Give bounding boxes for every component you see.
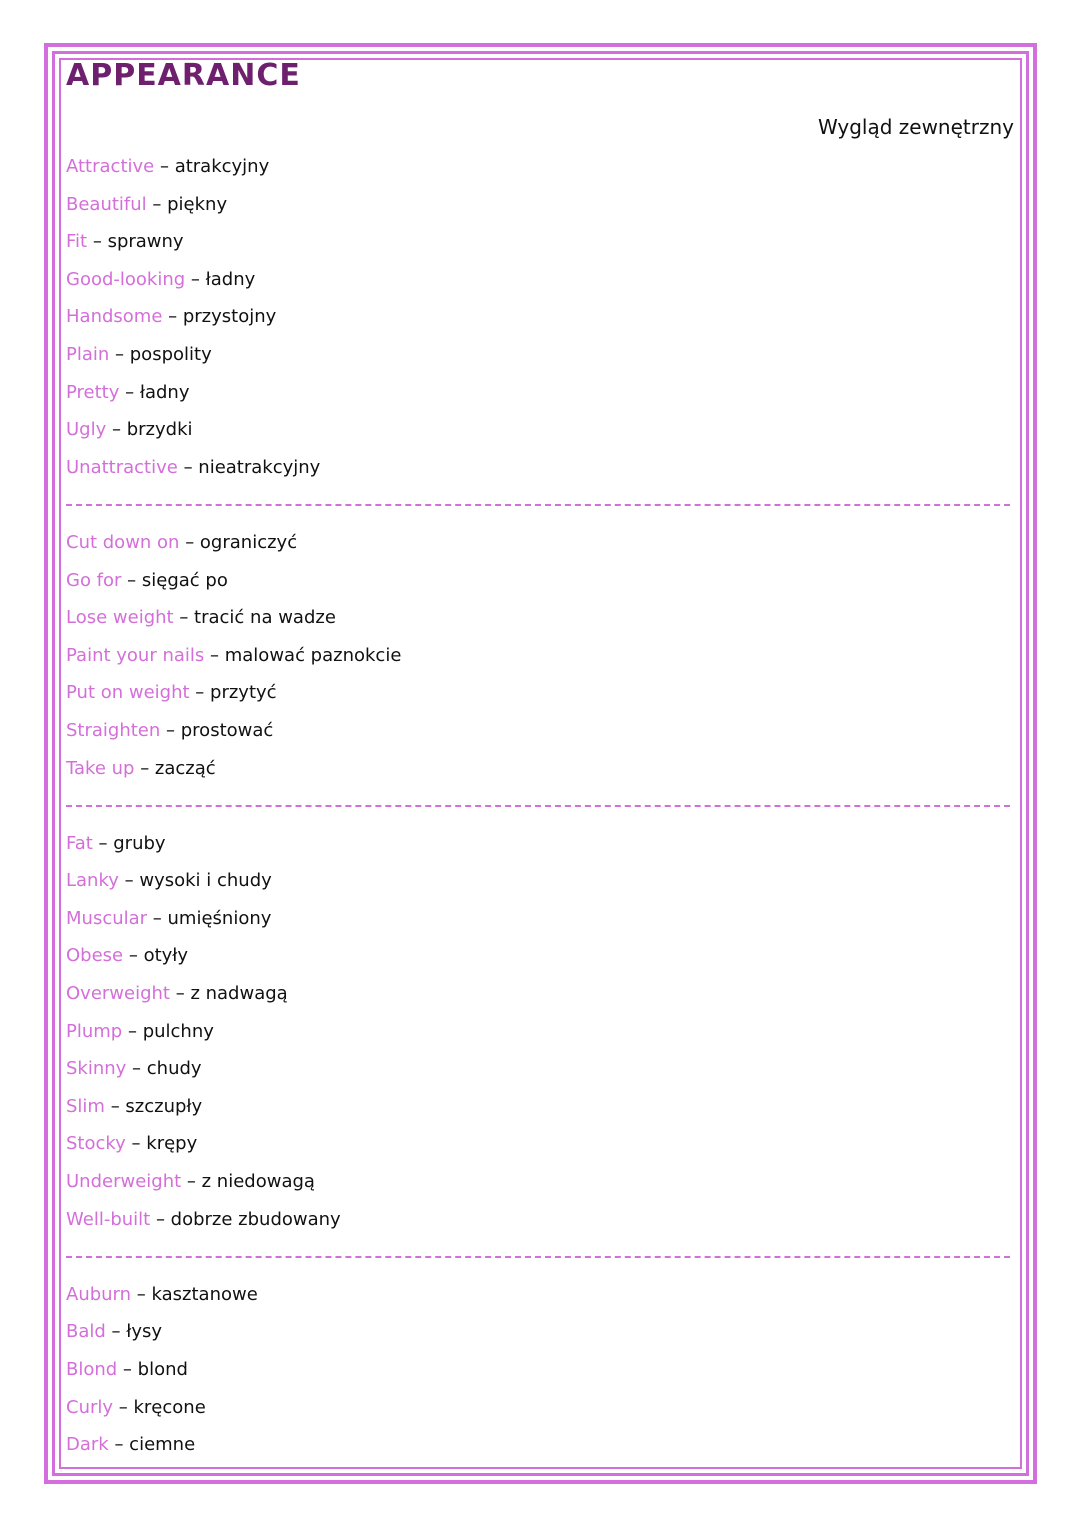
vocab-term: Put on weight xyxy=(66,682,190,704)
section-divider xyxy=(66,486,1010,524)
vocab-translation: sięgać po xyxy=(141,569,228,591)
vocab-entry xyxy=(66,1276,1010,1314)
vocab-translation: blond xyxy=(137,1359,188,1380)
vocab-separator: – xyxy=(160,719,181,741)
vocab-entry xyxy=(66,411,1010,449)
vocab-term: Take up xyxy=(66,757,135,779)
vocab-term: Plain xyxy=(66,343,110,365)
vocab-translation: ograniczyć xyxy=(199,531,298,553)
vocab-separator: – xyxy=(134,757,155,779)
vocab-separator: – xyxy=(105,1321,127,1343)
vocab-translation: prostować xyxy=(180,719,274,741)
vocab-translation: sprawny xyxy=(107,231,184,253)
vocab-separator: – xyxy=(122,1020,143,1042)
vocab-term: Pretty xyxy=(66,381,120,403)
vocab-entry xyxy=(66,712,1010,750)
vocab-translation: zacząć xyxy=(154,757,216,779)
vocab-entry xyxy=(66,750,1010,788)
vocab-translation: pulchny xyxy=(142,1020,214,1042)
section-divider xyxy=(66,787,1010,825)
vocab-translation: przystojny xyxy=(182,306,277,328)
vocab-term: Cut down on xyxy=(66,531,180,553)
vocab-separator: – xyxy=(173,607,195,629)
vocab-translation: łysy xyxy=(126,1321,163,1343)
vocab-separator: – xyxy=(109,343,130,365)
vocab-separator: – xyxy=(177,456,199,478)
vocab-translation: kasztanowe xyxy=(151,1283,258,1305)
vocab-entry xyxy=(66,449,1010,487)
vocab-entry xyxy=(66,524,1010,562)
vocab-term: Blond xyxy=(66,1359,118,1380)
vocab-separator: – xyxy=(121,569,142,591)
section-divider xyxy=(66,1238,1010,1276)
vocab-translation: przytyć xyxy=(210,682,277,704)
vocab-entry xyxy=(66,900,1010,938)
vocab-term: Lose weight xyxy=(66,607,174,629)
vocab-entry xyxy=(66,1088,1010,1126)
vocab-separator: – xyxy=(125,1133,147,1155)
vocab-separator: – xyxy=(106,419,127,441)
vocab-entry xyxy=(66,1125,1010,1163)
vocab-separator: – xyxy=(92,832,114,854)
vocab-translation: z nadwagą xyxy=(190,983,288,1005)
vocab-separator: – xyxy=(146,193,168,215)
vocabulary-list xyxy=(66,148,1010,1464)
vocab-translation: nieatrakcyjny xyxy=(198,456,321,478)
vocab-term: Well-built xyxy=(66,1208,151,1230)
vocab-entry xyxy=(66,937,1010,975)
vocab-separator: – xyxy=(119,381,140,403)
vocab-separator: – xyxy=(147,907,168,929)
vocab-entry xyxy=(66,1050,1010,1088)
vocab-term: Go for xyxy=(66,569,122,591)
vocab-term: Overweight xyxy=(66,983,170,1005)
vocab-term: Stocky xyxy=(66,1133,126,1155)
vocab-term: Slim xyxy=(66,1095,105,1117)
vocab-term: Fit xyxy=(66,231,88,253)
vocab-entry xyxy=(66,148,1010,186)
vocab-term: Good-looking xyxy=(66,268,186,290)
vocab-entry xyxy=(66,1313,1010,1351)
vocab-separator: – xyxy=(150,1208,171,1230)
vocab-entry xyxy=(66,336,1010,374)
vocab-translation: malować paznokcie xyxy=(224,644,402,666)
vocab-entry xyxy=(66,1013,1010,1051)
vocab-translation: kręcone xyxy=(133,1396,206,1418)
vocab-term: Bald xyxy=(66,1321,106,1343)
vocab-separator: – xyxy=(87,231,108,253)
vocab-entry xyxy=(66,186,1010,224)
vocab-separator: – xyxy=(162,306,183,328)
vocab-separator: – xyxy=(179,531,200,553)
vocab-entry xyxy=(66,825,1010,863)
vocab-entry xyxy=(66,862,1010,900)
vocab-term: Straighten xyxy=(66,719,161,741)
vocab-translation: brzydki xyxy=(126,419,193,441)
vocab-entry xyxy=(66,298,1010,336)
vocab-term: Obese xyxy=(66,945,124,967)
vocab-separator: – xyxy=(117,1359,138,1380)
vocab-translation: ładny xyxy=(205,268,256,290)
vocab-separator: – xyxy=(113,1396,134,1418)
vocab-entry xyxy=(66,674,1010,712)
vocab-separator: – xyxy=(169,983,191,1005)
vocab-term: Handsome xyxy=(66,306,163,328)
vocab-separator: – xyxy=(123,945,144,967)
vocab-entry xyxy=(66,1389,1010,1427)
vocab-separator: – xyxy=(185,268,206,290)
vocab-term: Curly xyxy=(66,1396,114,1418)
vocab-term: Muscular xyxy=(66,907,148,929)
vocab-term: Unattractive xyxy=(66,456,178,478)
vocab-separator: – xyxy=(118,870,140,892)
vocab-translation: chudy xyxy=(146,1058,202,1080)
vocab-term: Fat xyxy=(66,832,93,854)
vocab-entry xyxy=(66,374,1010,412)
vocab-term: Lanky xyxy=(66,870,119,892)
vocab-entry xyxy=(66,975,1010,1013)
vocab-entry xyxy=(66,261,1010,299)
vocab-separator: – xyxy=(126,1058,147,1080)
vocab-translation: ładny xyxy=(139,381,190,403)
vocab-translation: piękny xyxy=(167,193,228,215)
page-title: APPEARANCE xyxy=(66,58,301,93)
vocab-translation: szczupły xyxy=(125,1095,203,1117)
vocab-translation: gruby xyxy=(113,832,166,854)
vocab-translation: krępy xyxy=(146,1133,198,1155)
vocab-entry xyxy=(66,1163,1010,1201)
vocab-term: Plump xyxy=(66,1020,123,1042)
vocab-entry xyxy=(66,223,1010,261)
vocab-entry xyxy=(66,562,1010,600)
vocab-term: Dark xyxy=(66,1434,109,1456)
vocab-translation: wysoki i chudy xyxy=(139,870,272,892)
vocab-translation: pospolity xyxy=(129,343,212,365)
vocab-entry xyxy=(66,1426,1010,1464)
vocab-translation: atrakcyjny xyxy=(174,156,270,177)
vocab-translation: z niedowagą xyxy=(201,1171,315,1193)
vocab-translation: umięśniony xyxy=(167,907,272,929)
vocab-separator: – xyxy=(181,1171,202,1193)
vocab-term: Auburn xyxy=(66,1283,132,1305)
vocab-term: Beautiful xyxy=(66,193,147,215)
vocab-translation: otyły xyxy=(143,945,189,967)
vocab-separator: – xyxy=(108,1434,130,1456)
vocab-translation: tracić na wadze xyxy=(194,607,336,629)
vocab-term: Attractive xyxy=(66,156,155,177)
vocab-separator: – xyxy=(131,1283,152,1305)
vocab-entry xyxy=(66,1351,1010,1389)
vocab-entry xyxy=(66,599,1010,637)
vocab-term: Skinny xyxy=(66,1058,127,1080)
vocab-term: Paint your nails xyxy=(66,644,205,666)
vocab-term: Ugly xyxy=(66,419,107,441)
vocab-term: Underweight xyxy=(66,1171,182,1193)
vocab-separator: – xyxy=(189,682,211,704)
vocab-separator: – xyxy=(104,1095,126,1117)
page-subtitle: Wygląd zewnętrzny xyxy=(817,115,1014,139)
vocab-translation: ciemne xyxy=(129,1434,196,1456)
vocab-separator: – xyxy=(154,156,175,177)
vocab-entry xyxy=(66,1201,1010,1239)
vocab-separator: – xyxy=(204,644,225,666)
vocab-entry xyxy=(66,637,1010,675)
vocab-translation: dobrze zbudowany xyxy=(170,1208,341,1230)
